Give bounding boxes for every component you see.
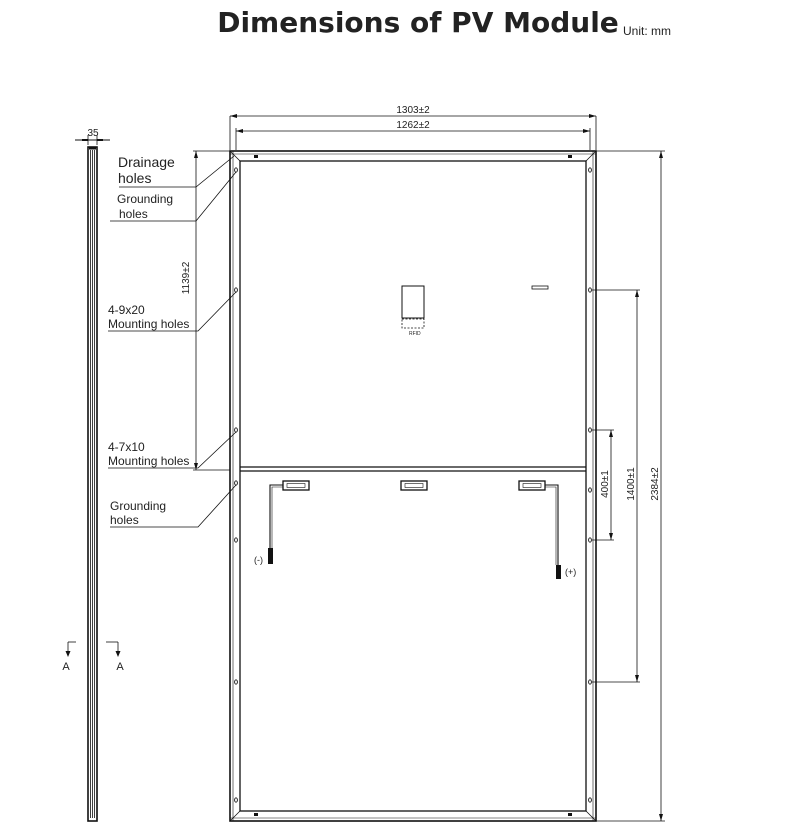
grounding-holes-bottom-callout bbox=[110, 499, 169, 527]
section-label-right: A bbox=[116, 661, 124, 673]
grounding-holes-bottom-line2: holes bbox=[110, 513, 139, 527]
negative-connector bbox=[268, 548, 273, 564]
cables bbox=[270, 485, 558, 565]
grounding-holes-top-line1: Grounding bbox=[117, 192, 174, 206]
mounting-holes-7x10-line1: 4-7x10 bbox=[108, 440, 145, 454]
frame-holes bbox=[235, 168, 592, 802]
side-profile bbox=[66, 135, 121, 821]
spacing-1400-label: 1400±1 bbox=[626, 467, 637, 501]
outer-width-label: 1303±2 bbox=[396, 105, 430, 116]
unit-label: Unit: mm bbox=[623, 24, 671, 38]
drainage-holes-line2: holes bbox=[118, 170, 152, 186]
negative-label: (-) bbox=[254, 555, 263, 565]
rfid-label: RFID bbox=[409, 331, 421, 337]
height-1139-label: 1139±2 bbox=[181, 261, 192, 295]
nameplate bbox=[402, 286, 424, 328]
inner-width-label: 1262±2 bbox=[396, 120, 430, 131]
mounting-holes-7x10-line2: Mounting holes bbox=[108, 454, 190, 468]
positive-connector bbox=[556, 565, 561, 579]
mounting-holes-9x20-line2: Mounting holes bbox=[108, 317, 190, 331]
grounding-holes-top-line2: holes bbox=[119, 207, 148, 221]
positive-label: (+) bbox=[565, 567, 577, 577]
mounting-holes-9x20-callout bbox=[108, 303, 189, 331]
grounding-holes-bottom-line1: Grounding bbox=[110, 499, 167, 513]
drainage-hole-markers bbox=[254, 155, 572, 816]
mounting-holes-7x10-callout bbox=[108, 440, 189, 468]
dimension-lines bbox=[193, 116, 665, 821]
grounding-holes-top-callout bbox=[117, 192, 176, 221]
diagram-title: Dimensions of PV Module bbox=[217, 6, 619, 39]
total-height-label: 2384±2 bbox=[650, 467, 661, 501]
frame-depth-label: 35 bbox=[87, 128, 99, 139]
spacing-400-label: 400±1 bbox=[600, 470, 611, 498]
drainage-holes-callout bbox=[118, 154, 179, 186]
mounting-holes-9x20-line1: 4-9x20 bbox=[108, 303, 145, 317]
drainage-holes-line1: Drainage bbox=[118, 154, 175, 170]
section-label-left: A bbox=[62, 661, 70, 673]
small-label-mark bbox=[532, 286, 548, 289]
junction-boxes bbox=[283, 481, 545, 490]
